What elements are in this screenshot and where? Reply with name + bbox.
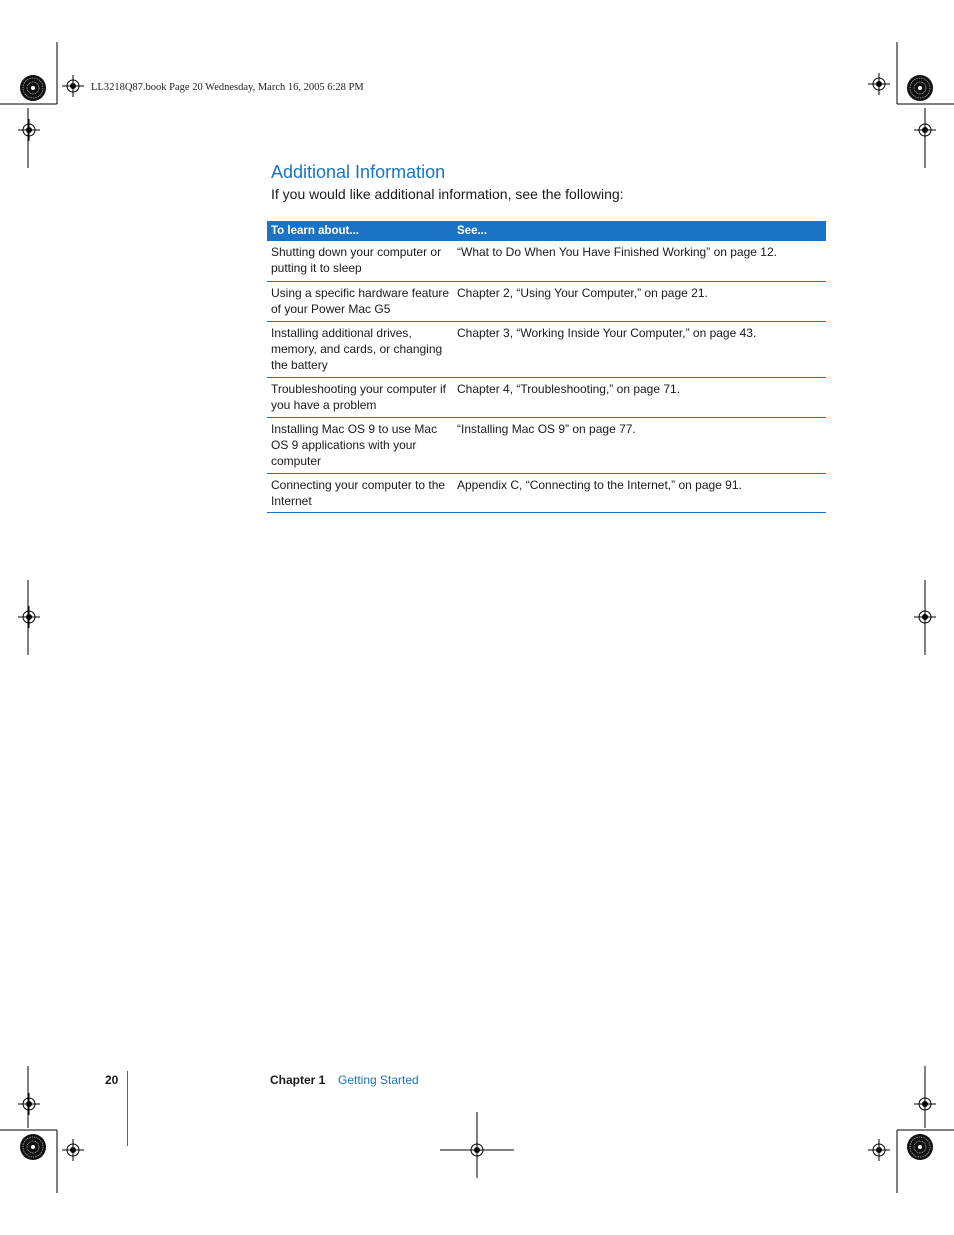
footer-chapter-title: Getting Started (338, 1073, 419, 1087)
section-title: Additional Information (271, 162, 446, 182)
page-number: 20 (105, 1073, 119, 1087)
row-topic: Troubleshooting your computer if you have a problem (271, 382, 446, 412)
row-reference: Chapter 3, “Working Inside Your Computer,” on page 43. (457, 326, 757, 340)
row-reference: “What to Do When You Have Finished Working” on page 12. (457, 245, 777, 259)
table-header (267, 221, 826, 241)
table-row (267, 378, 826, 418)
row-reference: Chapter 4, “Troubleshooting,” on page 71. (457, 382, 681, 396)
row-topic: Installing additional drives, memory, and cards, or changing the battery (271, 326, 443, 372)
row-reference: “Installing Mac OS 9” on page 77. (457, 422, 636, 436)
section-intro: If you would like additional information, see the following: (271, 186, 624, 202)
table-row (267, 241, 826, 282)
row-topic: Installing Mac OS 9 to use Mac OS 9 applications with your computer (271, 422, 438, 468)
footer-chapter-label: Chapter 1 (270, 1073, 326, 1087)
table-row (267, 282, 826, 322)
print-slug: LL3218Q87.book Page 20 Wednesday, March 16, 2005 6:28 PM (91, 82, 364, 93)
table-row (267, 418, 826, 474)
column-header-topic: To learn about... (271, 225, 359, 237)
row-topic: Connecting your computer to the Internet (271, 478, 446, 508)
table-row (267, 474, 826, 513)
row-reference: Appendix C, “Connecting to the Internet,” on page 91. (457, 478, 742, 492)
table-row (267, 322, 826, 378)
row-reference: Chapter 2, “Using Your Computer,” on page 21. (457, 286, 708, 300)
footer-divider (127, 1071, 128, 1146)
column-header-see: See... (457, 225, 488, 237)
row-topic: Using a specific hardware feature of your Power Mac G5 (271, 286, 450, 316)
info-table (267, 221, 826, 513)
row-topic: Shutting down your computer or putting it to sleep (271, 245, 442, 275)
